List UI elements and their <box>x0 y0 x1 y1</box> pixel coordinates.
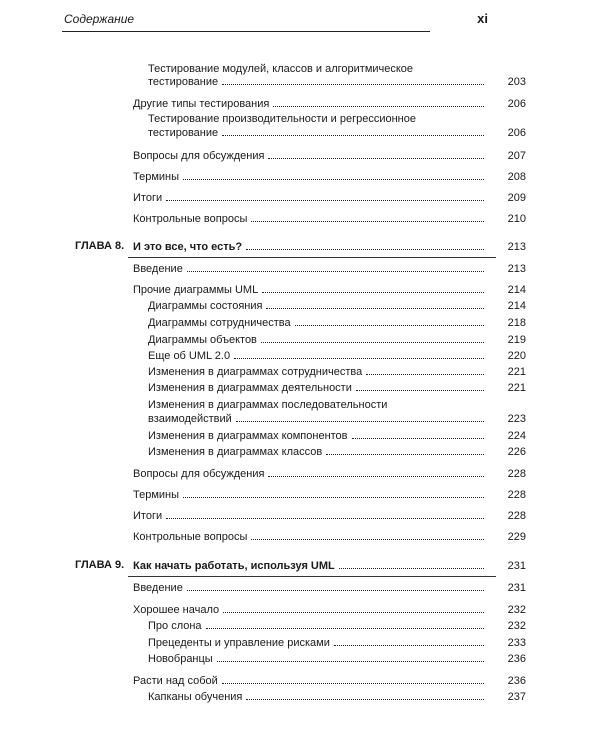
entry-text: Расти над собой <box>133 675 218 687</box>
page-ref: 207 <box>507 150 526 162</box>
dot-leader <box>234 358 484 359</box>
dot-leader <box>266 308 484 309</box>
entry-text: Термины <box>133 489 180 501</box>
page-ref: 218 <box>507 317 526 329</box>
entry-text: Контрольные вопросы <box>133 213 248 225</box>
entry-text: Изменения в диаграммах классов <box>148 446 323 458</box>
page-ref: 206 <box>507 98 526 110</box>
toc-entry <box>148 636 526 650</box>
toc-entry-other-testing <box>133 97 526 111</box>
dot-leader <box>187 590 484 591</box>
entry-text: Изменения в диаграммах деятельности <box>148 382 352 394</box>
entry-text: Тестирование производительности и регрессионное <box>148 113 416 125</box>
entry-text: Прочие диаграммы UML <box>133 284 259 296</box>
page-ref: 232 <box>507 620 526 632</box>
entry-text: Еще об UML 2.0 <box>148 350 231 362</box>
dot-leader <box>262 292 484 293</box>
toc-entry <box>148 619 526 633</box>
page-ref: 221 <box>507 366 526 378</box>
dot-leader <box>217 661 484 662</box>
dot-leader <box>222 84 484 85</box>
toc-entry-summary <box>133 191 526 205</box>
page-ref: 233 <box>507 637 526 649</box>
dot-leader <box>206 628 484 629</box>
page-ref: 228 <box>507 510 526 522</box>
page-ref: 208 <box>507 171 526 183</box>
toc-entry-performance-testing-cont <box>148 126 526 140</box>
toc-entry <box>133 581 526 595</box>
toc-entry <box>133 488 526 502</box>
page-ref: 232 <box>507 604 526 616</box>
toc-entry <box>133 603 526 617</box>
chapter-label: ГЛАВА 9. <box>75 559 125 571</box>
chapter-title: Как начать работать, используя UML <box>133 560 335 572</box>
dot-leader <box>261 342 484 343</box>
page-ref: 231 <box>507 560 526 572</box>
toc-entry <box>133 674 526 688</box>
page-ref: 224 <box>507 430 526 442</box>
entry-text: Новобранцы <box>148 653 213 665</box>
toc-entry <box>148 652 526 666</box>
page-ref: 229 <box>507 531 526 543</box>
entry-text: Введение <box>133 263 183 275</box>
entry-text: Изменения в диаграммах последовательности <box>148 399 388 411</box>
dot-leader <box>166 200 484 201</box>
page-ref: 220 <box>507 350 526 362</box>
toc-entry <box>148 333 526 347</box>
entry-text: тестирование <box>148 76 219 88</box>
entry-text: Итоги <box>133 510 163 522</box>
dot-leader <box>183 179 484 180</box>
dot-leader <box>334 645 484 646</box>
dot-leader <box>166 518 484 519</box>
toc-entry-discussion <box>133 149 526 163</box>
entry-text: Термины <box>133 171 180 183</box>
toc-entry-review-questions <box>133 212 526 226</box>
entry-text: Контрольные вопросы <box>133 531 248 543</box>
entry-text: Диаграммы сотрудничества <box>148 317 291 329</box>
page-ref: 213 <box>507 241 526 253</box>
toc-entry <box>148 445 526 459</box>
toc-entry-multiline-cont <box>148 412 526 426</box>
page-ref: 219 <box>507 334 526 346</box>
toc-entry <box>133 530 526 544</box>
page-ref: 228 <box>507 489 526 501</box>
entry-text: Диаграммы состояния <box>148 300 263 312</box>
page-ref: 223 <box>507 413 526 425</box>
page-ref: 228 <box>507 468 526 480</box>
dot-leader <box>187 271 484 272</box>
toc-entry <box>148 316 526 330</box>
entry-text: Тестирование модулей, классов и алгоритмическое <box>148 63 414 75</box>
entry-text: Введение <box>133 582 183 594</box>
entry-text: Итоги <box>133 192 163 204</box>
dot-leader <box>246 249 484 250</box>
toc-entry <box>133 283 526 297</box>
dot-leader <box>236 421 484 422</box>
chapter-rule <box>128 257 496 258</box>
dot-leader <box>223 612 484 613</box>
page-ref: 210 <box>507 213 526 225</box>
entry-text: Про слона <box>148 620 202 632</box>
toc-entry <box>133 509 526 523</box>
page-ref: 214 <box>507 284 526 296</box>
toc-entry-terms <box>133 170 526 184</box>
toc-entry <box>148 690 526 704</box>
toc-entry-performance-testing <box>148 112 450 126</box>
dot-leader <box>268 158 484 159</box>
dot-leader <box>222 683 484 684</box>
toc-entry <box>133 467 526 481</box>
page-number: xi <box>477 11 488 26</box>
dot-leader <box>246 699 484 700</box>
running-title: Содержание <box>64 12 135 26</box>
dot-leader <box>183 497 484 498</box>
page-ref: 237 <box>507 691 526 703</box>
chapter-9-title <box>133 559 526 573</box>
page-ref: 206 <box>507 127 526 139</box>
page-ref: 231 <box>507 582 526 594</box>
entry-text: тестирование <box>148 127 219 139</box>
page-ref: 209 <box>507 192 526 204</box>
dot-leader <box>339 568 484 569</box>
dot-leader <box>352 438 484 439</box>
toc-entry-multiline <box>148 398 450 412</box>
entry-text: Капканы обучения <box>148 691 243 703</box>
entry-text: взаимодействий <box>148 413 232 425</box>
toc-entry <box>148 429 526 443</box>
toc-entry <box>148 349 526 363</box>
page-ref: 203 <box>507 76 526 88</box>
dot-leader <box>295 325 484 326</box>
page-ref: 221 <box>507 382 526 394</box>
entry-text: Вопросы для обсуждения <box>133 468 265 480</box>
toc-entry <box>148 365 526 379</box>
entry-text: Прецеденты и управление рисками <box>148 637 330 649</box>
toc-entry <box>133 262 526 276</box>
page-ref: 214 <box>507 300 526 312</box>
page-ref: 226 <box>507 446 526 458</box>
chapter-8-title <box>133 240 526 254</box>
chapter-title: И это все, что есть? <box>133 241 243 253</box>
dot-leader <box>366 374 484 375</box>
dot-leader <box>268 476 484 477</box>
entry-text: Хорошее начало <box>133 604 220 616</box>
toc-entry <box>148 381 526 395</box>
entry-text: Изменения в диаграммах компонентов <box>148 430 348 442</box>
dot-leader <box>251 221 484 222</box>
dot-leader <box>222 135 484 136</box>
toc-entry-module-testing <box>148 62 450 76</box>
dot-leader <box>251 539 484 540</box>
page-ref: 236 <box>507 675 526 687</box>
toc-entry-module-testing-cont <box>148 75 526 89</box>
page-ref: 213 <box>507 263 526 275</box>
dot-leader <box>273 106 484 107</box>
entry-text: Диаграммы объектов <box>148 334 257 346</box>
dot-leader <box>326 454 484 455</box>
page-ref: 236 <box>507 653 526 665</box>
entry-text: Другие типы тестирования <box>133 98 270 110</box>
toc-entry <box>148 299 526 313</box>
chapter-rule <box>128 576 496 577</box>
dot-leader <box>356 390 484 391</box>
entry-text: Изменения в диаграммах сотрудничества <box>148 366 363 378</box>
chapter-label: ГЛАВА 8. <box>75 240 125 252</box>
entry-text: Вопросы для обсуждения <box>133 150 265 162</box>
